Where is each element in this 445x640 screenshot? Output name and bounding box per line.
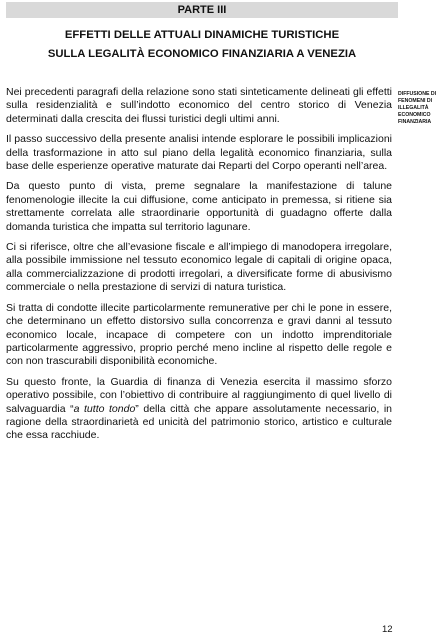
- paragraph: Si tratta di condotte illecite particolarmente remunerative per chi le pone in essere, che determinano un effetto distorsivo sulla concorrenza e gravi danni al tessuto economico locale, incapace di competere con un indotto imprenditoriale particolarmente aggressivo, proprio perché meno incline al rispetto delle regole e con non trascurabili disponibilità economiche.: [6, 301, 392, 368]
- paragraph: Il passo successivo della presente analisi intende esplorare le possibili implicazioni della trasformazione in atto sul piano della legalità economico finanziaria, sulla base delle esperienze operative maturate dai Reparti del Corpo operanti nell’area.: [6, 133, 392, 173]
- paragraph-text: Su questo fronte, la Guardia di finanza di Venezia esercita il massimo sforzo operativo possibile, con l’obiettivo di contribuire al raggiungimento di quel livello di salvaguardia “: [6, 375, 392, 415]
- margin-note: [398, 91, 444, 126]
- paragraph: Da questo punto di vista, preme segnalare la manifestazione di talune fenomenologie illecite la cui diffusione, come anticipato in premessa, si ritiene sia strettamente correlata alle straordinarie opportunità di guadagno offerte dalla domanda turistica che impatta sul territorio lagunare.: [6, 180, 392, 233]
- margin-note-line: ECONOMICO: [398, 112, 431, 118]
- page-number: 12: [382, 624, 393, 635]
- margin-note-line: FENOMENI DI: [398, 98, 433, 104]
- paragraph: Ci si riferisce, oltre che all’evasione fiscale e all’impiego di manodopera irregolare, alla possibile immissione nel tessuto economico legale di capitali di origine opaca, alla commercializzazione di prodotti irregolari, a diversificate forme di abusivismo commerciale o nella prestazione di servizi di natura turistica.: [6, 241, 392, 294]
- title-line: EFFETTI DELLE ATTUALI DINAMICHE TURISTICHE: [64, 29, 340, 41]
- margin-note-line: ILLEGALITÀ: [398, 105, 429, 111]
- paragraph: Nei precedenti paragrafi della relazione sono stati sinteticamente delineati gli effetti sulla residenzialità e sull’indotto economico del centro storico di Venezia determinati dalla crescita dei flussi turistici degli ultimi anni.: [6, 86, 392, 125]
- page-title: [6, 26, 398, 64]
- margin-note-line: DIFFUSIONE DI: [398, 91, 437, 97]
- body-text: [6, 86, 392, 450]
- paragraph-text: ” della città che appare assolutamente necessario, in ragione della straordinarietà ed unicità del patrimonio storico, artistico e culturale che essa racchiude.: [6, 402, 392, 442]
- emphasis-text: a tutto tondo: [73, 402, 136, 415]
- paragraph: [6, 376, 392, 443]
- title-line: SULLA LEGALITÀ ECONOMICO FINANZIARIA A VENEZIA: [47, 48, 357, 60]
- margin-note-line: FINANZIARIA: [398, 119, 432, 125]
- part-header: PARTE III: [6, 2, 398, 18]
